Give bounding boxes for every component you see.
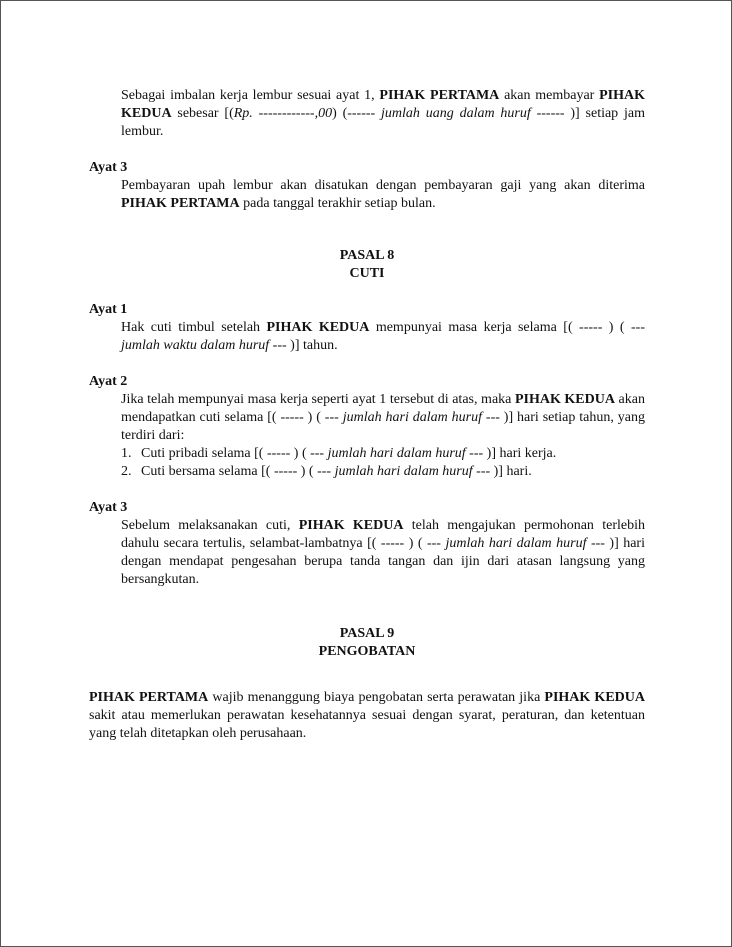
text-segment: akan membayar — [499, 88, 600, 103]
leave-types-list — [89, 445, 645, 481]
text-segment: Hak cuti timbul setelah — [121, 320, 267, 335]
text-segment: Sebelum melaksanakan cuti, — [121, 518, 299, 533]
text-segment: mempunyai masa kerja selama [( ----- ) ( --- — [369, 320, 645, 335]
text-segment: --- )] hari kerja. — [465, 446, 557, 461]
amount-words-placeholder: jumlah uang dalam huruf — [381, 106, 531, 121]
text-segment: Sebagai imbalan kerja lembur sesuai ayat 1, — [121, 88, 380, 103]
pasal-9-title: PENGOBATAN — [318, 644, 416, 659]
party-name: PIHAK KEDUA — [544, 690, 645, 705]
party-name: PIHAK KEDUA — [121, 88, 645, 121]
list-number: 1. — [121, 446, 132, 461]
text-segment: akan mendapatkan cuti selama [( ----- ) ( --- — [121, 392, 645, 425]
text-segment: Cuti pribadi selama [( ----- ) ( --- — [141, 446, 328, 461]
text-segment: --- )] hari dengan mendapat pengesahan berupa tanda tangan dan ijin dari atasan langsung yang bersangkutan. — [121, 536, 645, 587]
duration-words-placeholder: jumlah waktu dalam huruf — [121, 338, 270, 353]
leave-days-paragraph — [89, 391, 645, 445]
overtime-pay-paragraph — [89, 87, 645, 141]
medical-care-paragraph — [89, 689, 645, 743]
party-name: PIHAK KEDUA — [298, 518, 404, 533]
days-words-placeholder: jumlah hari dalam huruf — [445, 536, 587, 551]
text-segment: sakit atau memerlukan perawatan kesehatannya sesuai dengan syarat, peraturan, dan ketentuan yang telah ditetapkan oleh perusahaan. — [89, 708, 645, 741]
text-segment: ------ )] setiap jam lembur. — [121, 106, 646, 139]
document-content — [89, 87, 645, 743]
text-segment: sebesar [( — [171, 106, 234, 121]
party-name: PIHAK PERTAMA — [379, 88, 500, 103]
days-words-placeholder: jumlah hari dalam huruf — [342, 410, 482, 425]
party-name: PIHAK KEDUA — [266, 320, 370, 335]
pasal-9-number: PASAL 9 — [339, 626, 395, 641]
list-number: 2. — [121, 464, 132, 479]
text-segment: --- )] hari. — [472, 464, 532, 479]
days-words-placeholder: jumlah hari dalam huruf — [334, 464, 473, 479]
text-segment: wajib menanggung biaya pengobatan serta perawatan jika — [208, 690, 545, 705]
list-item — [89, 445, 645, 463]
overtime-payment-paragraph — [89, 177, 645, 213]
days-words-placeholder: jumlah hari dalam huruf — [327, 446, 466, 461]
pasal-8-number: PASAL 8 — [339, 248, 395, 263]
list-item — [89, 463, 645, 481]
pasal-8-title: CUTI — [349, 266, 385, 281]
text-segment: --- )] hari setiap tahun, yang terdiri dari: — [121, 410, 645, 443]
party-name: PIHAK KEDUA — [514, 392, 615, 407]
text-segment: telah mengajukan permohonan terlebih dahulu secara tertulis, selambat-lambatnya [( ----- ) ( --- — [121, 518, 645, 551]
text-segment: Pembayaran upah lembur akan disatukan dengan pembayaran gaji yang akan diterima — [121, 178, 645, 193]
ayat-heading: Ayat 2 — [89, 374, 128, 389]
text-segment: Jika telah mempunyai masa kerja seperti ayat 1 tersebut di atas, maka — [121, 392, 515, 407]
ayat-heading: Ayat 1 — [89, 302, 128, 317]
leave-entitlement-paragraph — [89, 319, 645, 355]
party-name: PIHAK PERTAMA — [121, 196, 240, 211]
text-segment: pada tanggal terakhir setiap bulan. — [239, 196, 436, 211]
amount-placeholder: Rp. ------------,00 — [233, 106, 333, 121]
leave-request-paragraph — [89, 517, 645, 589]
text-segment: Cuti bersama selama [( ----- ) ( --- — [141, 464, 335, 479]
text-segment: ) (------ — [332, 106, 382, 121]
ayat-heading: Ayat 3 — [89, 500, 128, 515]
ayat-heading: Ayat 3 — [89, 160, 128, 175]
text-segment: --- )] tahun. — [269, 338, 338, 353]
party-name: PIHAK PERTAMA — [89, 690, 209, 705]
